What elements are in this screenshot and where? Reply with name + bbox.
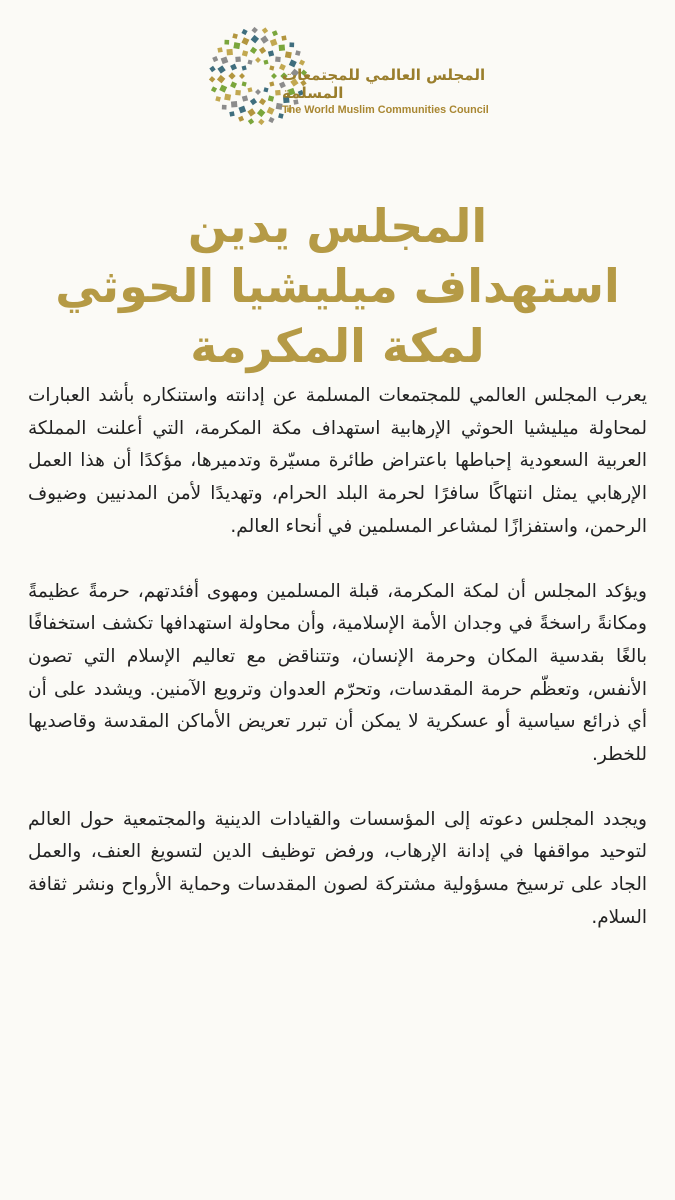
rosette-tile <box>250 47 257 54</box>
rosette-tile <box>299 59 305 65</box>
rosette-tile <box>241 29 247 35</box>
rosette-tile <box>239 73 245 79</box>
rosette-tile <box>259 47 266 54</box>
rosette-tile <box>267 107 275 115</box>
paragraph-3: ويجدد المجلس دعوته إلى المؤسسات والقيادات الدينية والمجتمعية حول العالم لتوحيد مواقفها في إدانة الإرهاب، ورفض توظيف الدين لتسويغ العنف، والعمل الجاد على ترسيخ مسؤولية مشتركة لصون المقدسات وحماية الأرواح ونشر ثقافة السلام. <box>28 808 647 928</box>
rosette-tile <box>235 56 241 62</box>
rosette-tile <box>255 57 261 63</box>
rosette-tile <box>242 95 248 101</box>
rosette-tile <box>229 111 234 116</box>
rosette-tile <box>268 95 274 101</box>
rosette-tile <box>231 101 237 107</box>
rosette-tile <box>260 35 268 43</box>
rosette-tile <box>275 90 281 96</box>
rosette-tile <box>209 66 215 72</box>
rosette-tile <box>281 35 286 40</box>
rosette-tile <box>263 87 268 92</box>
rosette-tile <box>269 81 274 86</box>
rosette-tile <box>217 75 225 83</box>
rosette-tile <box>251 27 257 33</box>
rosette-tile <box>222 105 227 110</box>
logo-text <box>282 66 522 116</box>
rosette-tile <box>268 50 274 56</box>
rosette-tile <box>233 42 240 49</box>
rosette-tile <box>270 39 278 47</box>
rosette-tile <box>279 44 285 50</box>
rosette-tile <box>212 56 218 62</box>
rosette-tile <box>230 64 237 71</box>
rosette-tile <box>221 56 229 64</box>
rosette-tile <box>259 98 266 105</box>
rosette-tile <box>263 60 268 65</box>
rosette-tile <box>232 33 238 39</box>
rosette-tile <box>217 65 225 73</box>
rosette-tile <box>235 90 241 96</box>
rosette-tile <box>228 72 235 79</box>
rosette-tile <box>289 42 294 47</box>
rosette-tile <box>226 49 232 55</box>
rosette-tile <box>295 50 301 56</box>
rosette-tile <box>209 76 215 82</box>
rosette-tile <box>255 89 261 95</box>
headline <box>20 196 655 376</box>
headline-line-2: استهداف ميليشيا الحوثي <box>55 259 620 313</box>
rosette-tile <box>247 108 255 116</box>
rosette-tile <box>230 81 237 88</box>
rosette-tile <box>251 35 259 43</box>
rosette-tile <box>275 56 281 62</box>
rosette-tile <box>217 47 222 52</box>
rosette-tile <box>268 117 274 123</box>
rosette-tile <box>242 81 247 86</box>
rosette-tile <box>285 51 292 58</box>
rosette-tile <box>219 85 227 93</box>
council-logo <box>208 26 508 176</box>
statement-body <box>28 380 647 935</box>
rosette-tile <box>238 106 246 114</box>
rosette-tile <box>242 65 247 70</box>
rosette-tile <box>247 87 252 92</box>
rosette-tile <box>211 86 217 92</box>
rosette-tile <box>224 94 231 101</box>
rosette-tile <box>224 40 229 45</box>
logo-arabic-name: المجلس العالمي للمجتمعات المسلمة <box>282 66 486 102</box>
headline-line-3: لمكة المكرمة <box>190 319 485 373</box>
rosette-tile <box>271 73 277 79</box>
rosette-tile <box>269 65 274 70</box>
rosette-tile <box>238 116 244 122</box>
rosette-tile <box>262 27 268 33</box>
rosette-tile <box>257 109 265 117</box>
headline-line-1: المجلس يدين <box>187 199 488 253</box>
rosette-tile <box>248 118 254 124</box>
logo-english-name: The World Muslim Communities Council <box>282 104 489 116</box>
rosette-tile <box>242 50 248 56</box>
paragraph-2: ويؤكد المجلس أن لمكة المكرمة، قبلة المسلمين ومهوى أفئدتهم، حرمةً عظيمةً ومكانةً راسخةً في وجدان الأمة الإسلامية، وأن محاولة استهدافها تكشف استخفافًا بالغًا بقدسية المكان وحرمة الإنسان، وتتناقض مع تعاليم الإسلام التي تصون الأنفس، وتعظّم حرمة المقدسات، وتحرّم العدوان وترويع الآمنين. ويشدد على أن أي ذرائع سياسية أو عسكرية لا يمكن أن تبرر تعريض الأماكن المقدسة وقاصديها للخطر. <box>28 580 647 766</box>
rosette-tile <box>241 37 249 45</box>
rosette-tile <box>250 98 257 105</box>
rosette-tile <box>258 119 264 125</box>
rosette-tile <box>272 30 278 36</box>
rosette-tile <box>247 60 252 65</box>
rosette-tile <box>215 96 221 102</box>
paragraph-1: يعرب المجلس العالمي للمجتمعات المسلمة عن إدانته واستنكاره بأشد العبارات لمحاولة ميليشيا الحوثي الإرهابية استهداف مكة المكرمة، التي أعلنت المملكة العربية السعودية إحباطها باعتراض طائرة مسيّرة وتدميرها، مؤكدًا أن هذا العمل الإرهابي يمثل انتهاكًا سافرًا لحرمة البلد الحرام، وتهديدًا لأمن المدنيين وضيوف الرحمن، واستفزازًا لمشاعر المسلمين في أنحاء العالم. <box>28 385 647 537</box>
